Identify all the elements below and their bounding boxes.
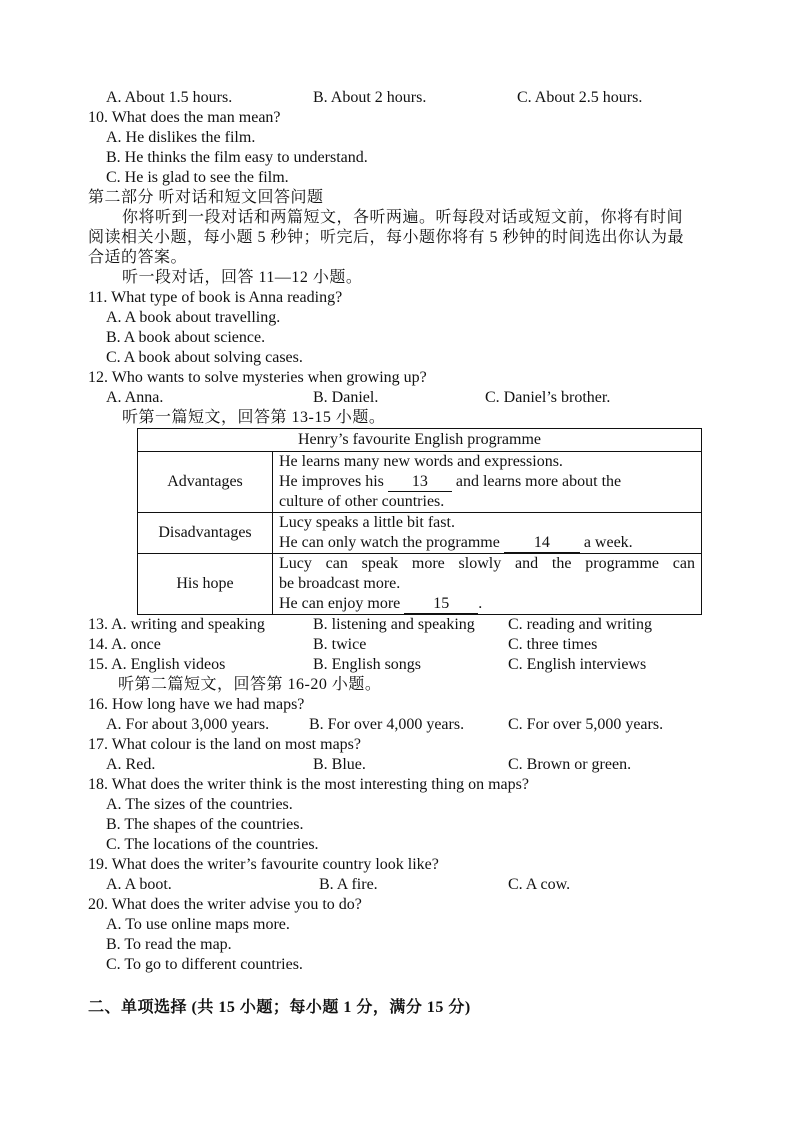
- part2-instructions-2: 阅读相关小题，每小题 5 秒钟；听完后，每小题你将有 5 秒钟的时间选出你认为最: [88, 229, 685, 246]
- q13-option-c: C. reading and writing: [508, 616, 652, 633]
- q14-option-b: B. twice: [313, 636, 367, 653]
- q12-question: 12. Who wants to solve mysteries when growing up?: [88, 369, 427, 386]
- q14-option-c: C. three times: [508, 636, 598, 653]
- advantages-cell: [273, 452, 702, 513]
- hope-line-3-post: .: [478, 595, 483, 612]
- q15-option-b: B. English songs: [313, 656, 422, 673]
- q11-option-c: C. A book about solving cases.: [106, 349, 303, 366]
- q15-option-c: C. English interviews: [508, 656, 647, 673]
- q13-option-b: B. listening and speaking: [313, 616, 475, 633]
- q16-option-c: C. For over 5,000 years.: [508, 716, 664, 733]
- q10-option-b: B. He thinks the film easy to understand.: [106, 149, 368, 166]
- q18-question: 18. What does the writer think is the most interesting thing on maps?: [88, 776, 529, 793]
- table-title: Henry’s favourite English programme: [138, 429, 702, 452]
- q18-option-b: B. The shapes of the countries.: [106, 816, 304, 833]
- hope-line-1: Lucy can speak more slowly and the programme can: [279, 555, 695, 572]
- passage2-intro: 听第二篇短文，回答第 16-20 小题。: [118, 676, 382, 693]
- adv-line-2-pre: He improves his: [279, 473, 388, 490]
- q12-option-b: B. Daniel.: [313, 389, 379, 406]
- disadvantages-label: Disadvantages: [138, 513, 273, 554]
- q19-option-c: C. A cow.: [508, 876, 571, 893]
- part2-instructions-3: 合适的答案。: [88, 249, 188, 266]
- q20-question: 20. What does the writer advise you to do?: [88, 896, 362, 913]
- passage1-intro: 听第一篇短文，回答第 13-15 小题。: [122, 409, 386, 426]
- adv-line-3: culture of other countries.: [279, 493, 445, 510]
- q17-option-a: A. Red.: [106, 756, 156, 773]
- q11-option-a: A. A book about travelling.: [106, 309, 281, 326]
- blank-13[interactable]: 13: [388, 473, 452, 492]
- adv-line-2-post: and learns more about the: [451, 473, 622, 490]
- dis-line-2: [279, 533, 695, 553]
- part2-title: 第二部分 听对话和短文回答问题: [88, 189, 324, 206]
- programme-table: [137, 428, 702, 615]
- q17-option-c: C. Brown or green.: [508, 756, 632, 773]
- q13-option-a: 13. A. writing and speaking: [88, 616, 265, 633]
- q10-option-a: A. He dislikes the film.: [106, 129, 256, 146]
- q18-option-c: C. The locations of the countries.: [106, 836, 319, 853]
- q12-option-c: C. Daniel’s brother.: [485, 389, 611, 406]
- dialog-intro: 听一段对话，回答 11—12 小题。: [122, 269, 363, 286]
- q20-option-b: B. To read the map.: [106, 936, 232, 953]
- q9-option-a: A. About 1.5 hours.: [106, 89, 233, 106]
- hope-line-3-pre: He can enjoy more: [279, 595, 405, 612]
- q10-question: 10. What does the man mean?: [88, 109, 281, 126]
- q18-option-a: A. The sizes of the countries.: [106, 796, 293, 813]
- hope-line-3: [279, 594, 695, 614]
- disadvantages-cell: [273, 513, 702, 554]
- q11-question: 11. What type of book is Anna reading?: [88, 289, 343, 306]
- q17-question: 17. What colour is the land on most maps?: [88, 736, 361, 753]
- hope-cell: [273, 554, 702, 615]
- blank-14[interactable]: 14: [504, 534, 580, 553]
- hope-label: His hope: [138, 554, 273, 615]
- blank-15[interactable]: 15: [404, 595, 478, 614]
- q9-option-b: B. About 2 hours.: [313, 89, 427, 106]
- q20-option-a: A. To use online maps more.: [106, 916, 290, 933]
- q16-option-b: B. For over 4,000 years.: [309, 716, 465, 733]
- q14-option-a: 14. A. once: [88, 636, 161, 653]
- q16-option-a: A. For about 3,000 years.: [106, 716, 270, 733]
- q20-option-c: C. To go to different countries.: [106, 956, 303, 973]
- adv-line-2: [279, 472, 695, 492]
- advantages-label: Advantages: [138, 452, 273, 513]
- part2-instructions-1: 你将听到一段对话和两篇短文，各听两遍。听每段对话或短文前，你将有时间: [122, 209, 684, 226]
- q10-option-c: C. He is glad to see the film.: [106, 169, 289, 186]
- q15-option-a: 15. A. English videos: [88, 656, 226, 673]
- q19-option-a: A. A boot.: [106, 876, 172, 893]
- q16-question: 16. How long have we had maps?: [88, 696, 305, 713]
- dis-line-2-post: a week.: [579, 534, 633, 551]
- q19-question: 19. What does the writer’s favourite country look like?: [88, 856, 439, 873]
- hope-line-2: be broadcast more.: [279, 575, 401, 592]
- dis-line-2-pre: He can only watch the programme: [279, 534, 504, 551]
- q11-option-b: B. A book about science.: [106, 329, 266, 346]
- dis-line-1: Lucy speaks a little bit fast.: [279, 514, 455, 531]
- q17-option-b: B. Blue.: [313, 756, 366, 773]
- q9-option-c: C. About 2.5 hours.: [517, 89, 643, 106]
- section2-title: 二、单项选择 (共 15 小题；每小题 1 分，满分 15 分): [88, 999, 471, 1016]
- q19-option-b: B. A fire.: [319, 876, 378, 893]
- q12-option-a: A. Anna.: [106, 389, 164, 406]
- adv-line-1: He learns many new words and expressions.: [279, 453, 563, 470]
